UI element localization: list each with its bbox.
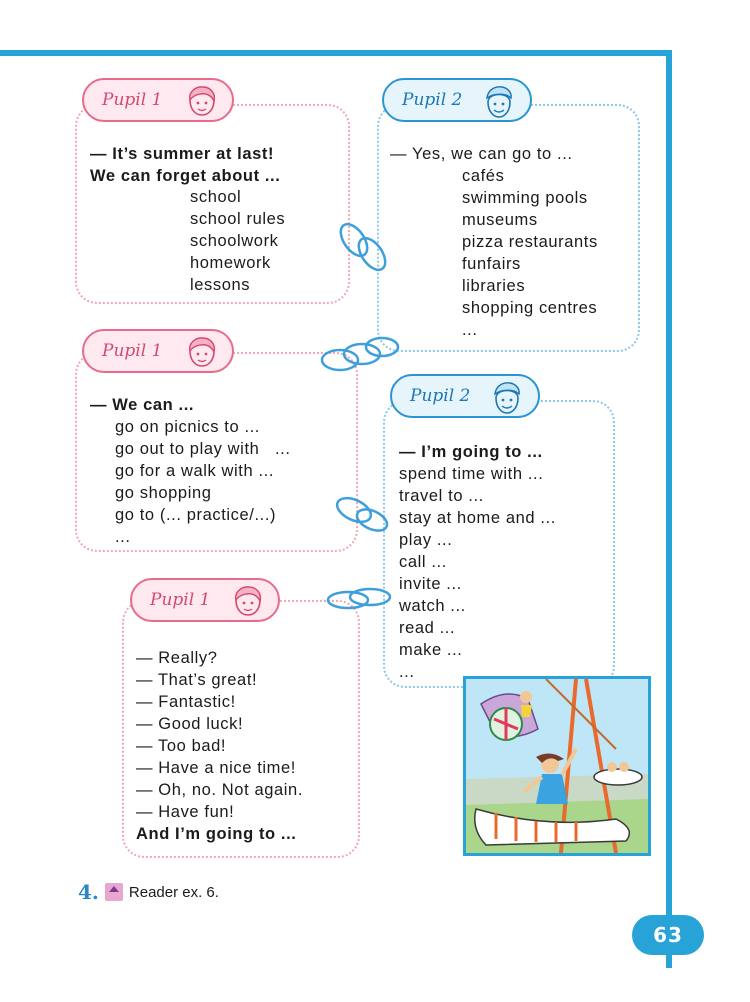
list-item: pizza restaurants xyxy=(462,233,598,251)
page-number-badge: 63 xyxy=(632,915,704,955)
girl-face-icon xyxy=(232,584,264,618)
list-item: lessons xyxy=(190,276,251,294)
exercise-reference xyxy=(78,880,219,904)
pupil-1-tag xyxy=(82,329,234,373)
list-item: read ... xyxy=(399,619,456,637)
list-item: watch ... xyxy=(399,597,466,615)
girl-face-icon xyxy=(186,335,218,369)
list-item: go to (... practice/...) xyxy=(115,506,277,524)
box5-list xyxy=(136,647,303,845)
pupil-1-tag xyxy=(130,578,280,622)
box3-list xyxy=(115,416,291,548)
tag-label: Pupil 2 xyxy=(402,90,463,110)
list-item: — Good luck! xyxy=(136,715,244,733)
connector-rings-3 xyxy=(332,490,396,538)
title-line: We can forget about ... xyxy=(90,167,281,185)
pupil-2-tag xyxy=(382,78,532,122)
list-item: libraries xyxy=(462,277,526,295)
box4-list xyxy=(399,463,556,683)
list-item: go shopping xyxy=(115,484,212,502)
list-item: go out to play with ... xyxy=(115,440,291,458)
list-item: museums xyxy=(462,211,538,229)
list-item: cafés xyxy=(462,167,505,185)
list-item: stay at home and ... xyxy=(399,509,556,527)
list-item: call ... xyxy=(399,553,447,571)
connector-rings-1 xyxy=(334,218,394,278)
tag-label: Pupil 1 xyxy=(102,90,163,110)
box2-list xyxy=(462,165,598,341)
tag-label: Pupil 1 xyxy=(150,590,211,610)
connector-rings-2 xyxy=(318,334,404,380)
list-item: spend time with ... xyxy=(399,465,544,483)
title-line: — It’s summer at last! xyxy=(90,145,275,163)
list-item: schoolwork xyxy=(190,232,279,250)
list-item: ... xyxy=(462,321,478,339)
exercise-text: Reader ex. 6. xyxy=(128,883,219,901)
final-line: And I’m going to ... xyxy=(136,825,297,843)
list-item: make ... xyxy=(399,641,463,659)
list-item: school xyxy=(190,188,242,206)
list-item: — Have fun! xyxy=(136,803,235,821)
list-item: — Have a nice time! xyxy=(136,759,296,777)
pupil-1-tag xyxy=(82,78,234,122)
list-item: — Oh, no. Not again. xyxy=(136,781,304,799)
box3-title: — We can ... xyxy=(90,396,195,414)
top-border-line xyxy=(0,50,672,56)
tag-label: Pupil 2 xyxy=(410,386,471,406)
list-item: travel to ... xyxy=(399,487,484,505)
list-item: shopping centres xyxy=(462,299,598,317)
box4-title: — I’m going to ... xyxy=(399,443,543,461)
list-item: ... xyxy=(399,663,415,681)
right-border-line xyxy=(666,50,672,968)
list-item: invite ... xyxy=(399,575,462,593)
list-item: — Too bad! xyxy=(136,737,227,755)
tag-label: Pupil 1 xyxy=(102,341,163,361)
exercise-number: 4. xyxy=(78,880,99,904)
funfair-ride-image xyxy=(466,679,648,853)
boy-face-icon xyxy=(482,84,516,120)
reader-book-icon xyxy=(105,883,123,901)
list-item: go on picnics to ... xyxy=(115,418,260,436)
box1-list xyxy=(190,186,285,296)
pupil-2-tag xyxy=(390,374,540,418)
girl-face-icon xyxy=(186,84,218,118)
list-item: — That’s great! xyxy=(136,671,258,689)
list-item: ... xyxy=(115,528,131,546)
list-item: school rules xyxy=(190,210,286,228)
funfair-illustration xyxy=(463,676,651,856)
list-item: — Really? xyxy=(136,649,218,667)
box2-intro: — Yes, we can go to ... xyxy=(390,145,573,163)
list-item: funfairs xyxy=(462,255,521,273)
list-item: play ... xyxy=(399,531,453,549)
boy-face-icon xyxy=(490,380,524,416)
list-item: go for a walk with ... xyxy=(115,462,275,480)
connector-rings-4 xyxy=(324,584,396,614)
box1-title xyxy=(90,143,280,187)
list-item: — Fantastic! xyxy=(136,693,236,711)
list-item: homework xyxy=(190,254,271,272)
list-item: swimming pools xyxy=(462,189,588,207)
